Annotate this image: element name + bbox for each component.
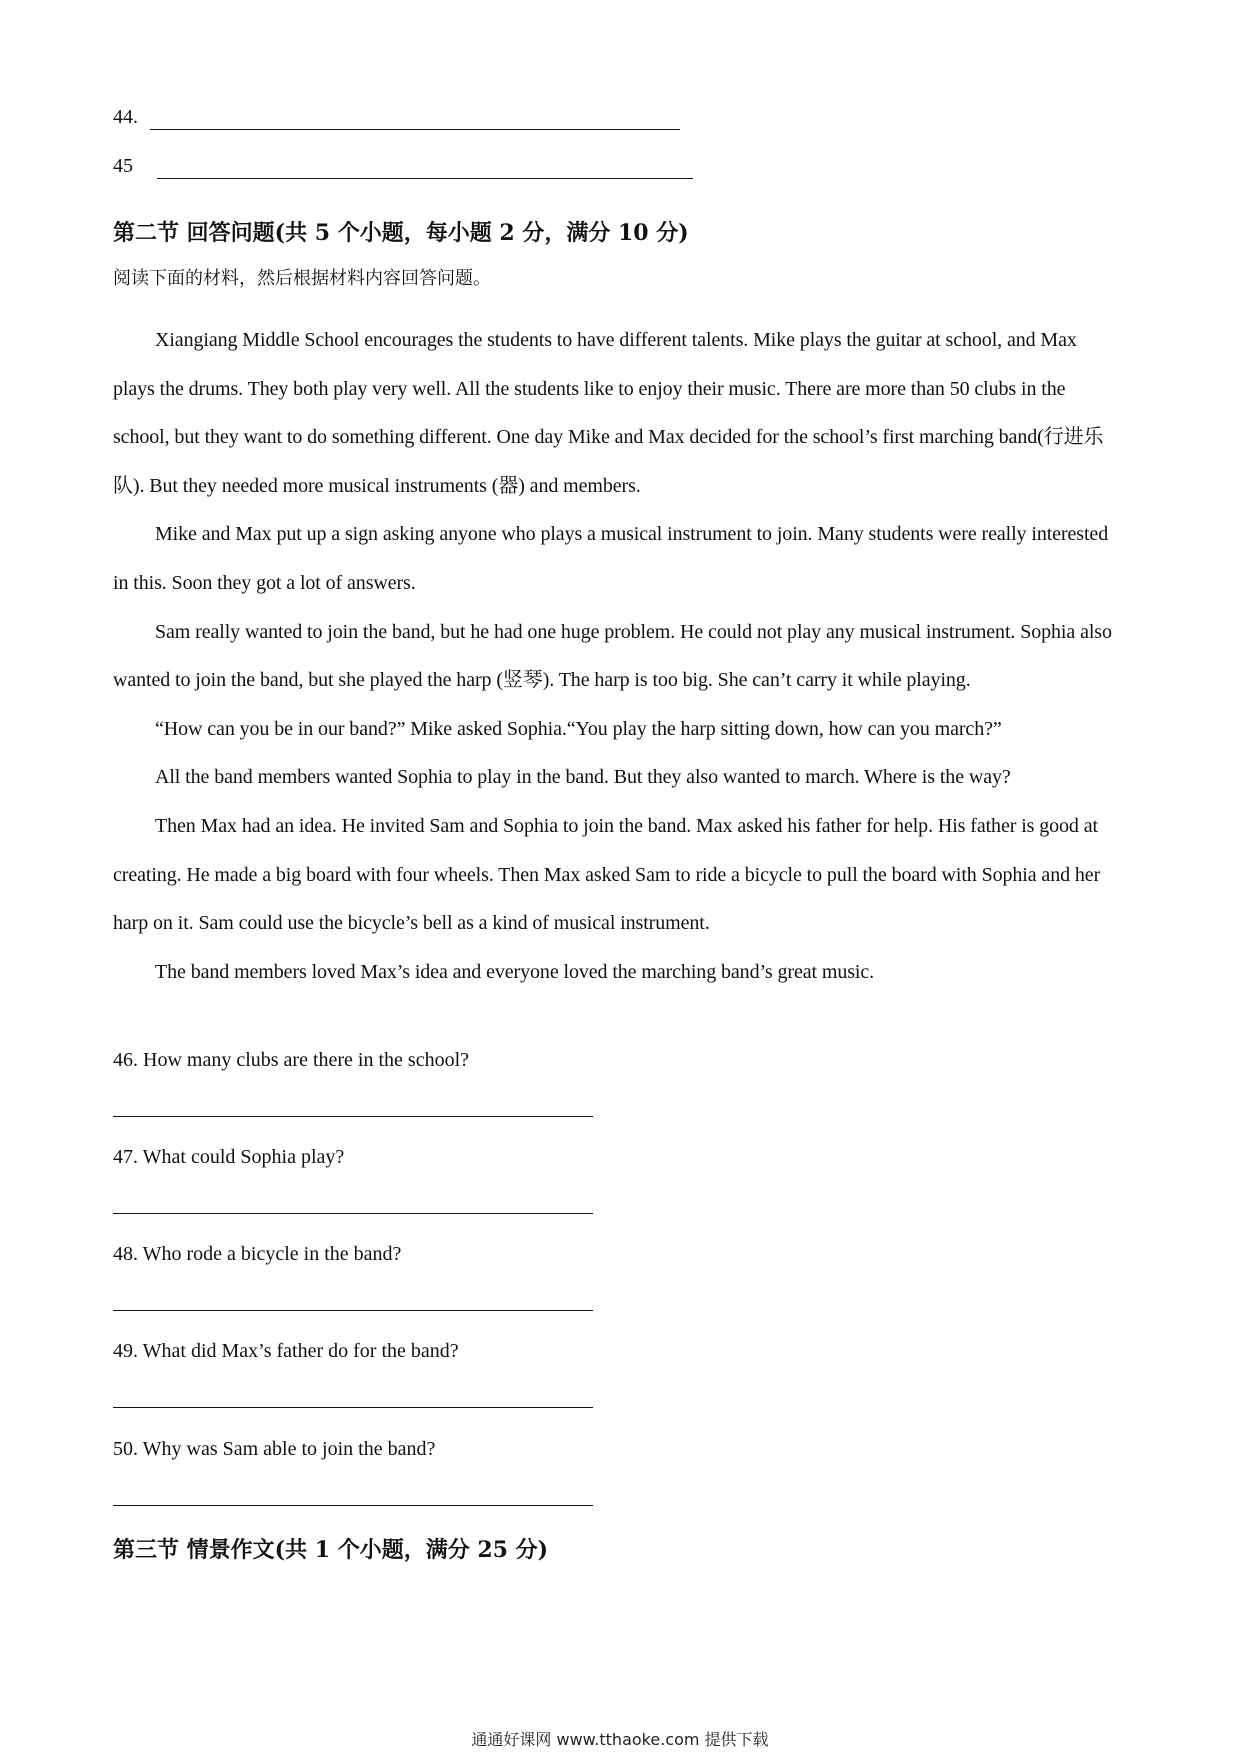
- blank-number: 44.: [113, 106, 138, 128]
- passage-paragraph: Sam really wanted to join the band, but he had one huge problem. He could not play any musical instrument. Sophia also wanted to join the band, but she played the harp (竖琴). The harp is too big. She can’t carry it while playing.: [113, 620, 1112, 692]
- blank-line: [150, 109, 680, 130]
- blank-line: [157, 158, 693, 179]
- question-48: 48. Who rode a bicycle in the band?: [113, 1243, 402, 1265]
- question-49: 49. What did Max’s father do for the band?: [113, 1340, 459, 1362]
- passage-paragraph: Xiangiang Middle School encourages the students to have different talents. Mike plays the guitar at school, and Max plays the drums. They both play very well. All the students like to enjoy their music. There are more than 50 clubs in the school, but they want to do something different. One day Mike and Max decided for the school’s first marching band(行进乐队). But they needed more musical instruments (器) and members.: [113, 329, 1104, 497]
- section-heading-answer-questions: 第二节 回答问题(共 5 个小题，每小题 2 分，满分 10 分): [113, 220, 689, 246]
- passage-paragraph: Then Max had an idea. He invited Sam and Sophia to join the band. Max asked his father for help. His father is good at creating. He made a big board with four wheels. Then Max asked Sam to ride a bicycle to pull the board with Sophia and her harp on it. Sam could use the bicycle’s bell as a kind of musical instrument.: [113, 814, 1101, 935]
- passage-paragraph: Mike and Max put up a sign asking anyone who plays a musical instrument to join. Many students were really interested in this. Soon they got a lot of answers.: [113, 523, 1109, 594]
- passage-paragraph: The band members loved Max’s idea and everyone loved the marching band’s great music.: [155, 960, 875, 983]
- question-50: 50. Why was Sam able to join the band?: [113, 1438, 436, 1460]
- answer-blank-44[interactable]: [113, 104, 680, 130]
- reading-instruction: 阅读下面的材料，然后根据材料内容回答问题。: [113, 268, 491, 289]
- passage-paragraph: “How can you be in our band?” Mike asked Sophia.“You play the harp sitting down, how can you march?”: [155, 717, 1002, 740]
- question-47: 47. What could Sophia play?: [113, 1146, 345, 1168]
- question-46: 46. How many clubs are there in the school?: [113, 1049, 470, 1071]
- answer-line-46[interactable]: [113, 1116, 593, 1117]
- reading-passage: [113, 316, 1123, 996]
- answer-line-49[interactable]: [113, 1407, 593, 1408]
- answer-line-47[interactable]: [113, 1213, 593, 1214]
- blank-number: 45: [113, 155, 133, 177]
- passage-paragraph: All the band members wanted Sophia to play in the band. But they also wanted to march. Where is the way?: [155, 766, 1011, 789]
- answer-blank-45[interactable]: [113, 153, 693, 179]
- answer-line-48[interactable]: [113, 1310, 593, 1311]
- answer-line-50[interactable]: [113, 1505, 593, 1506]
- section-heading-situational-writing: 第三节 情景作文(共 1 个小题，满分 25 分): [113, 1537, 549, 1563]
- page-footer: 通通好课网 www.tthaoke.com 提供下载: [471, 1730, 769, 1749]
